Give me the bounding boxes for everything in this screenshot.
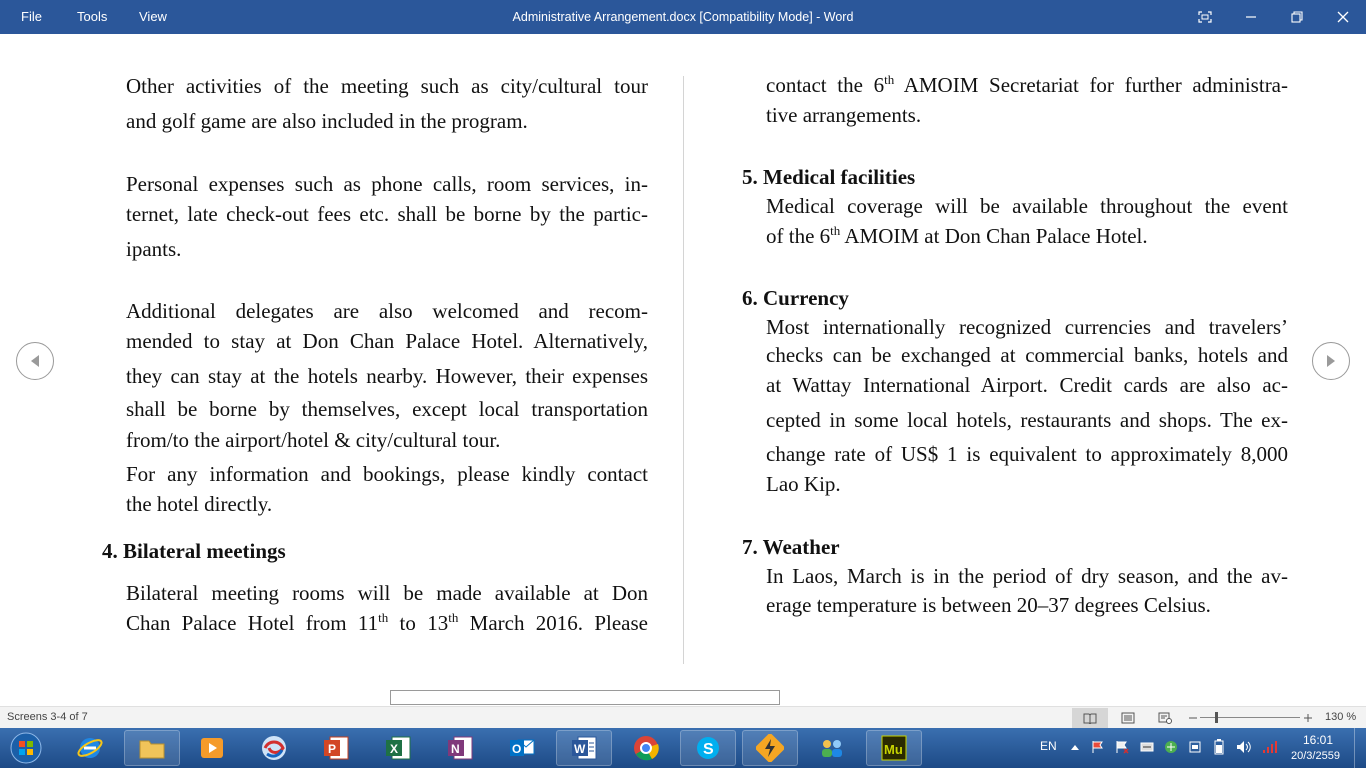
- reading-area[interactable]: [0, 34, 1366, 690]
- chrome-icon: [632, 734, 660, 762]
- restore-icon: [1291, 11, 1303, 23]
- text-line: Additional delegates are also welcomed and recom-: [126, 299, 648, 323]
- svg-text:N: N: [451, 742, 460, 756]
- zoom-in-icon[interactable]: [1303, 713, 1313, 723]
- text-run: AMOIM Secretariat for further administra-: [894, 73, 1288, 97]
- taskbar-network-app[interactable]: [804, 730, 860, 766]
- svg-text:X: X: [390, 742, 399, 756]
- next-screen-button[interactable]: [1312, 342, 1350, 380]
- restore-button[interactable]: [1274, 0, 1320, 34]
- text-line: checks can be exchanged at commercial banks, hotels and: [766, 343, 1288, 367]
- book-icon: [1083, 712, 1097, 724]
- web-layout-icon: [1158, 712, 1172, 724]
- device-icon[interactable]: [1188, 740, 1202, 754]
- screen-count: Screens 3-4 of 7: [7, 711, 88, 723]
- swirl-browser-icon: [260, 734, 288, 762]
- text-line: [126, 611, 648, 636]
- signal-strength-icon[interactable]: [1262, 740, 1278, 754]
- minimize-icon: [1245, 11, 1257, 23]
- heading-medical-facilities: 5. Medical facilities: [742, 165, 916, 189]
- lightning-tool-icon: [756, 734, 784, 762]
- tools-tray-icon[interactable]: [1140, 740, 1154, 754]
- outlook-icon: [508, 734, 536, 762]
- text-line: they can stay at the hotels nearby. However, their expenses: [126, 364, 648, 388]
- text-line: Bilateral meeting rooms will be made available at Don: [126, 581, 648, 605]
- svg-text:S: S: [703, 741, 714, 758]
- text-line: For any information and bookings, please kindly contact: [126, 462, 648, 486]
- text-line: tive arrangements.: [766, 103, 922, 127]
- users-network-icon: [817, 735, 847, 761]
- zoom-thumb[interactable]: [1215, 712, 1218, 723]
- text-run: AMOIM at Don Chan Palace Hotel.: [840, 224, 1148, 248]
- text-line: the hotel directly.: [126, 492, 273, 516]
- text-run: to 13: [388, 611, 449, 635]
- svg-text:W: W: [574, 742, 586, 756]
- text-line: mended to stay at Don Chan Palace Hotel. Alternatively,: [126, 329, 648, 353]
- superscript: th: [884, 72, 895, 87]
- web-layout-button[interactable]: [1147, 708, 1183, 728]
- text-line: and golf game are also included in the program.: [126, 109, 528, 133]
- document-title: Administrative Arrangement.docx [Compatibility Mode] - Word: [512, 10, 854, 24]
- zoom-level[interactable]: 130 %: [1325, 711, 1357, 723]
- svg-text:O: O: [512, 742, 522, 756]
- taskbar-skype[interactable]: [680, 730, 736, 766]
- media-player-icon: [199, 735, 225, 761]
- fullscreen-button[interactable]: [1182, 0, 1228, 34]
- show-desktop-button[interactable]: [1354, 728, 1366, 768]
- title-bar: [0, 0, 1366, 34]
- close-button[interactable]: [1320, 0, 1366, 34]
- svg-text:P: P: [328, 742, 337, 756]
- taskbar-browser-swirl[interactable]: [246, 730, 302, 766]
- text-line: ternet, late check-out fees etc. shall be borne by the partic-: [126, 202, 648, 226]
- volume-icon[interactable]: [1236, 740, 1252, 754]
- text-line: Lao Kip.: [766, 472, 841, 496]
- text-run: Chan Palace Hotel from 11: [126, 611, 379, 635]
- arrow-right-icon: [1325, 354, 1337, 368]
- taskbar-excel[interactable]: [370, 730, 426, 766]
- text-run: contact the 6: [766, 73, 885, 97]
- clock-date[interactable]: 20/3/2559: [1291, 750, 1340, 762]
- status-bar: [0, 706, 1366, 728]
- print-layout-button[interactable]: [1110, 708, 1146, 728]
- text-line: erage temperature is between 20–37 degrees Celsius.: [766, 593, 1211, 617]
- horizontal-scrollbar[interactable]: [390, 690, 780, 705]
- arrow-left-icon: [29, 354, 41, 368]
- heading-bilateral-meetings: 4. Bilateral meetings: [102, 539, 286, 563]
- minimize-button[interactable]: [1228, 0, 1274, 34]
- taskbar-word[interactable]: [556, 730, 612, 766]
- text-line: from/to the airport/hotel & city/cultural tour.: [126, 428, 501, 452]
- taskbar-media-player[interactable]: [184, 730, 240, 766]
- text-line: [766, 224, 1148, 249]
- skype-icon: [694, 734, 722, 762]
- heading-currency: 6. Currency: [742, 286, 849, 310]
- onenote-icon: [446, 734, 474, 762]
- fullscreen-icon: [1198, 11, 1212, 23]
- text-line: shall be borne by themselves, except local transportation: [126, 397, 648, 421]
- taskbar-outlook[interactable]: [494, 730, 550, 766]
- page-icon: [1121, 712, 1135, 724]
- menu-tools[interactable]: Tools: [77, 9, 108, 24]
- text-line: [766, 73, 1288, 98]
- superscript: th: [448, 610, 459, 625]
- text-line: cepted in some local hotels, restaurants and shops. The ex-: [766, 408, 1288, 432]
- menu-file[interactable]: File: [21, 9, 42, 24]
- read-mode-button[interactable]: [1072, 708, 1108, 728]
- superscript: th: [378, 610, 389, 625]
- text-line: In Laos, March is in the period of dry season, and the av-: [766, 564, 1288, 588]
- taskbar-muse[interactable]: [866, 730, 922, 766]
- taskbar-tool-app[interactable]: [742, 730, 798, 766]
- text-line: Most internationally recognized currencies and travelers’: [766, 315, 1288, 339]
- taskbar-onenote[interactable]: [432, 730, 488, 766]
- muse-icon: [880, 734, 908, 762]
- text-line: Other activities of the meeting such as city/cultural tour: [126, 74, 648, 98]
- taskbar-file-explorer[interactable]: [124, 730, 180, 766]
- text-line: Medical coverage will be available throughout the event: [766, 194, 1288, 218]
- folder-icon: [138, 736, 166, 760]
- menu-view[interactable]: View: [139, 9, 167, 24]
- column-divider: [683, 76, 684, 664]
- superscript: th: [830, 223, 841, 238]
- show-hidden-icons-icon[interactable]: [1071, 744, 1079, 750]
- windows-logo-icon: [10, 732, 42, 764]
- text-line: change rate of US$ 1 is equivalent to approximately 8,000: [766, 442, 1288, 466]
- start-button[interactable]: [2, 730, 50, 766]
- close-icon: [1337, 11, 1349, 23]
- taskbar-internet-explorer[interactable]: [62, 730, 118, 766]
- taskbar: [0, 728, 1366, 768]
- heading-weather: 7. Weather: [742, 535, 840, 559]
- text-line: at Wattay International Airport. Credit cards are also ac-: [766, 373, 1288, 397]
- powerpoint-icon: [322, 734, 350, 762]
- text-line: ipants.: [126, 237, 182, 261]
- battery-icon[interactable]: [1214, 739, 1224, 755]
- taskbar-powerpoint[interactable]: [308, 730, 364, 766]
- internet-explorer-icon: [76, 734, 104, 762]
- network-status-icon[interactable]: [1164, 740, 1178, 754]
- flag-icon[interactable]: [1091, 740, 1105, 754]
- word-icon: [570, 734, 598, 762]
- clock-time[interactable]: 16:01: [1303, 733, 1334, 747]
- previous-screen-button[interactable]: [16, 342, 54, 380]
- text-run: March 2016. Please: [458, 611, 648, 635]
- zoom-out-icon[interactable]: [1188, 713, 1198, 723]
- text-line: Personal expenses such as phone calls, room services, in-: [126, 172, 648, 196]
- language-indicator[interactable]: EN: [1040, 739, 1057, 753]
- text-run: of the 6: [766, 224, 831, 248]
- excel-icon: [384, 734, 412, 762]
- action-center-icon[interactable]: [1115, 740, 1129, 754]
- taskbar-chrome[interactable]: [618, 730, 674, 766]
- svg-text:Mu: Mu: [884, 742, 903, 757]
